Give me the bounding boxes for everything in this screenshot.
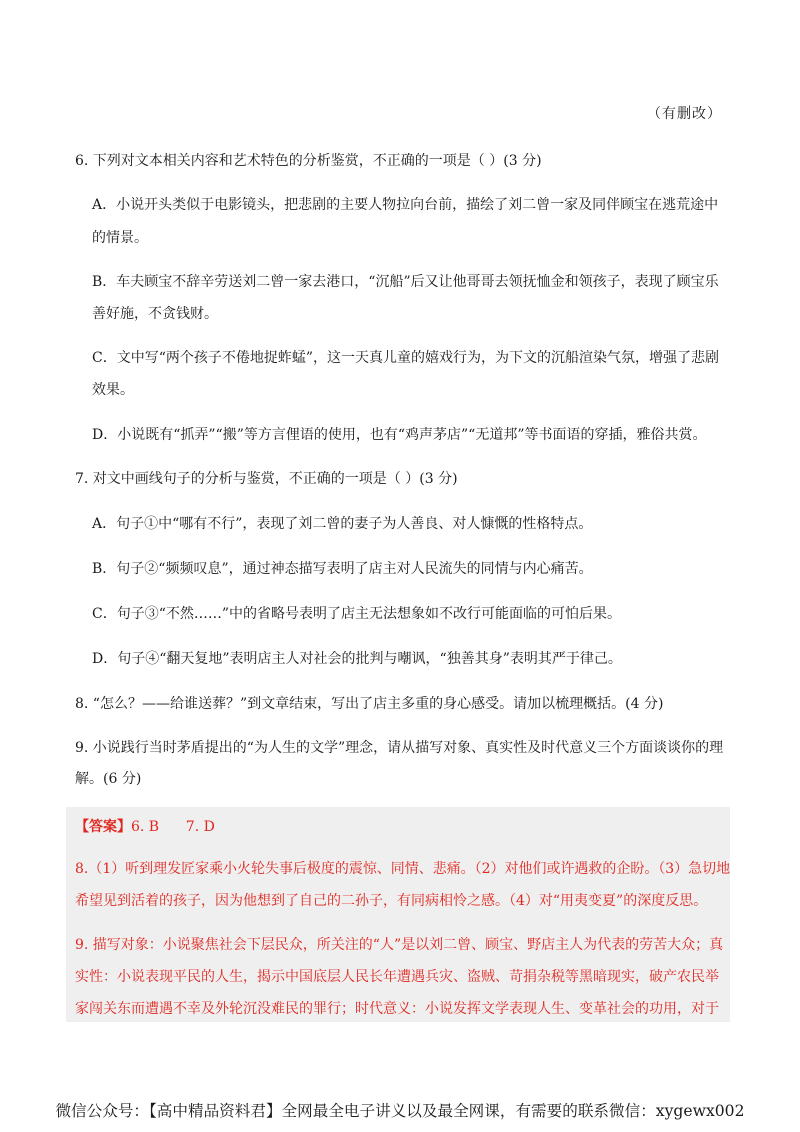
source-note: （有删改） [647,106,722,122]
footer-contact: 微信公众号：【高中精品资料君】全网最全电子讲义以及最全网课，有需要的联系微信：xygewx002 [55,1102,745,1120]
answer-box [66,807,730,1022]
question-9-line2: 解。(6 分) [75,771,142,787]
question-6-stem: 6. 下列对文本相关内容和艺术特色的分析鉴赏，不正确的一项是（ ）(3 分) [75,153,542,169]
answer-8-line2: 希望见到活着的孩子，因为他想到了自己的二孙子，有同病相怜之感。（4）对“用夷变夏”的深度反思。 [75,893,708,909]
answer-9-line1: 9. 描写对象：小说聚焦社会下层民众，所关注的“人”是以刘二曾、顾宝、野店主人为代表的劳苦大众；真 [75,937,724,953]
question-6-option-b-line2: 善好施，不贪钱财。 [92,306,218,322]
answer-choices: 6. B 7. D [131,819,215,835]
question-7-option-d: D．句子④“翻天复地”表明店主人对社会的批判与嘲讽，“独善其身”表明其严于律己。 [92,651,622,667]
question-6-option-a-line1: A．小说开头类似于电影镜头，把悲剧的主要人物拉向台前，描绘了刘二曾一家及同伴顾宝在逃荒途中 [92,197,719,213]
question-6-option-c-line2: 效果。 [92,382,134,398]
answer-9-line3: 家闯关东而遭遇不幸及外轮沉没难民的罪行；时代意义：小说发挥文学表现人生、变革社会的功用，对于 [75,1001,719,1017]
question-7-option-c: C．句子③“不然……”中的省略号表明了店主无法想象如不改行可能面临的可怕后果。 [92,606,622,622]
question-8: 8. “怎么？——给谁送葬？”到文章结束，写出了店主多重的身心感受。请加以梳理概括。(4 分) [75,696,664,712]
question-9-line1: 9. 小说践行当时茅盾提出的“为人生的文学”理念，请从描写对象、真实性及时代意义三个方面谈谈你的理 [75,740,724,756]
question-6-option-b-line1: B．车夫顾宝不辞辛劳送刘二曾一家去港口，“沉船”后又让他哥哥去领抚恤金和领孩子，表现了顾宝乐 [92,274,719,290]
question-6-option-c-line1: C．文中写“两个孩子不倦地捉蚱蜢”，这一天真儿童的嬉戏行为，为下文的沉船渲染气氛，增强了悲剧 [92,350,720,366]
question-6-option-a-line2: 的情景。 [92,230,148,246]
answer-8-line1: 8.（1）听到理发匠家乘小火轮失事后极度的震惊、同情、悲痛。（2）对他们或许遇救的企盼。（3）急切地 [75,861,731,877]
answer-9-line2: 实性：小说表现平民的人生，揭示中国底层人民长年遭遇兵灾、盗贼、苛捐杂税等黑暗现实，破产农民举 [75,969,719,985]
question-7-option-a: A．句子①中“哪有不行”，表现了刘二曾的妻子为人善良、对人慷慨的性格特点。 [92,516,593,532]
answer-choices-line [75,816,215,836]
question-7-option-b: B．句子②“频频叹息”，通过神态描写表明了店主对人民流失的同情与内心痛苦。 [92,561,593,577]
answer-tag: 【答案】 [75,819,131,835]
question-7-stem: 7. 对文中画线句子的分析与鉴赏，不正确的一项是（ ）(3 分) [75,471,458,487]
question-6-option-d: D．小说既有“抓弄”“搬”等方言俚语的使用，也有“鸡声茅店”“无道邦”等书面语的穿插，雅俗共赏。 [92,427,707,443]
